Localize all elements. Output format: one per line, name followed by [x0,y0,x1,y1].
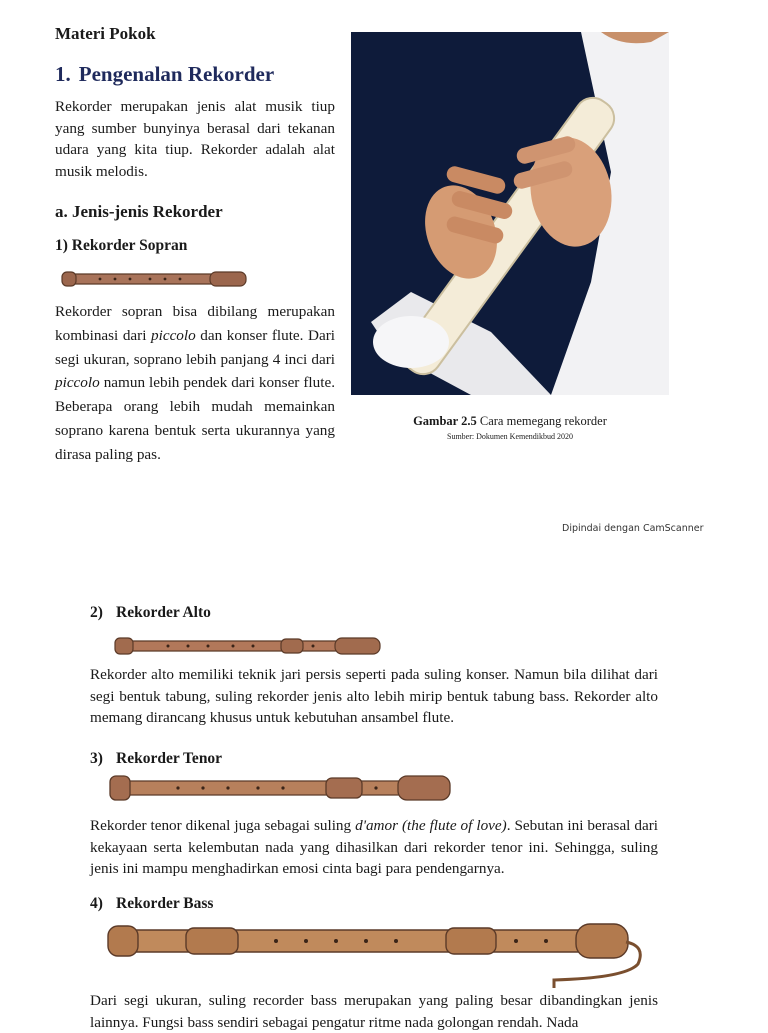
bass-title: 4) Rekorder Bass [90,895,214,912]
figure-source: Sumber: Dokumen Kemendikbud 2020 [447,432,573,441]
bass-recorder-image [106,920,651,992]
soprano-recorder-image [60,268,250,290]
tenor-paragraph: Rekorder tenor dikenal juga sebagai suling d'amor (the flute of love). Sebutan ini berasal dari kekayaan serta kelembutan nada yang dihasilkan dari rekorder tenor ini. Sehingga, suling jenis ini mampu menghadirkan emosi cinta bagi para pendengarnya. [90,817,658,877]
figure-caption: Gambar 2.5 Cara memegang rekorder [413,414,607,428]
heading-title: Pengenalan Rekorder [78,62,275,86]
alto-title: 2) Rekorder Alto [90,604,211,621]
holding-recorder-photo [351,32,669,395]
alto-recorder-image [113,635,383,657]
scanner-watermark: Dipindai dengan CamScanner [562,523,704,534]
bass-paragraph: Dari segi ukuran, suling recorder bass merupakan yang paling besar dibandingkan jenis lainnya. Fungsi bass sendiri sebagai pengatur ritme nada golongan rendah. Nada [90,992,658,1031]
subheading-recorder-types: a. Jenis-jenis Rekorder [55,202,223,221]
alto-paragraph: Rekorder alto memiliki teknik jari persis seperti pada suling konser. Namun bila dilihat dari segi bentuk tabung, suling rekorder jenis alto lebih mirip bentuk tabung bass. Rekorder alto memang dirancang khusus untuk kebutuhan ansambel flute. [90,666,658,726]
soprano-paragraph: Rekorder sopran bisa dibilang merupakan kombinasi dari piccolo dan konser flute. Dari segi ukuran, soprano lebih panjang 4 inci dari piccolo namun lebih pendek dari konser flute. Beberapa orang lebih mudah memainkan soprano karena bentuk serta ukurannya yang dirasa paling pas. [55,303,335,463]
section-label: Materi Pokok [55,24,156,43]
heading-number: 1. [55,62,71,86]
main-heading [55,62,274,87]
soprano-title: 1) Rekorder Sopran [55,237,188,254]
tenor-recorder-image [108,773,453,803]
tenor-title: 3) Rekorder Tenor [90,750,223,767]
intro-paragraph: Rekorder merupakan jenis alat musik tiup yang sumber bunyinya berasal dari tekanan udara yang kita tiup. Rekorder adalah alat musik melodis. [55,98,335,180]
